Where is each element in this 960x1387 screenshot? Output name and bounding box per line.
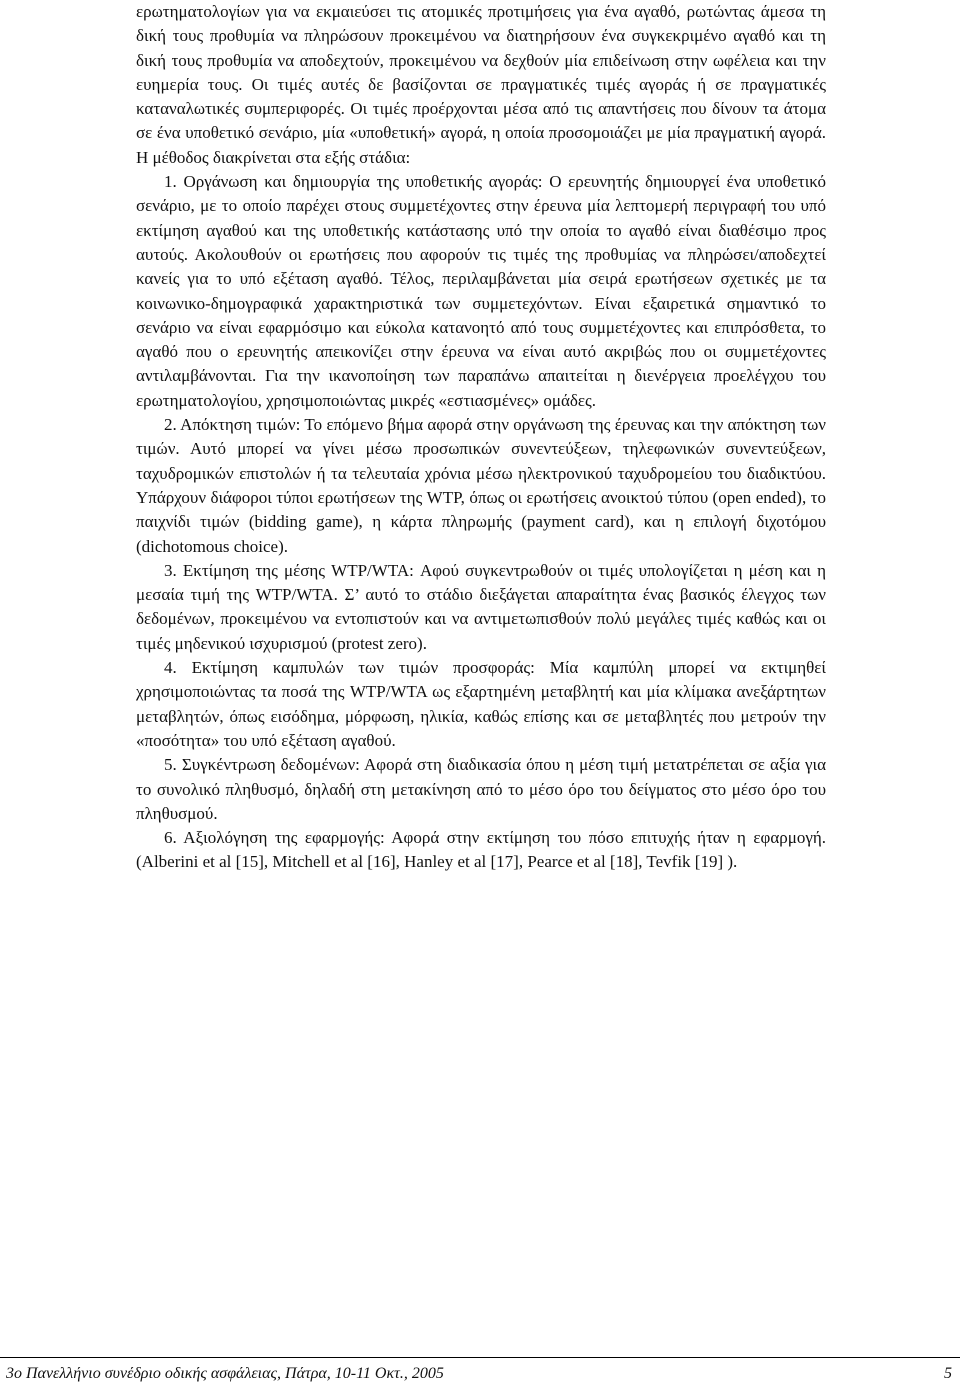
stage-3-paragraph: 3. Εκτίμηση της μέσης WTP/WTA: Αφού συγκεντρωθούν οι τιμές υπολογίζεται η μέση και η μεσαία τιμή της WTP/WTA. Σ’ αυτό το στάδιο διεξάγεται απαραίτητα ένας βασικός έλεγχος των δεδομένων, προκειμένου να εντοπιστούν και να αντιμετωπισθούν πολύ μεγάλες τιμές καθώς και οι τιμές μηδενικού ισχυρισμού (protest zero). bbox=[136, 560, 826, 653]
stage-6-paragraph: 6. Αξιολόγηση της εφαρμογής: Αφορά στην εκτίμηση του πόσο επιτυχής ήταν η εφαρμογή. (Alberini et al [15], Mitchell et al [16], Hanley et al [17], Pearce et al [18], Tevfik [19] ). bbox=[136, 828, 826, 872]
page-number: 5 bbox=[944, 1365, 952, 1382]
body-text bbox=[136, 0, 826, 875]
footer-divider bbox=[0, 1357, 960, 1358]
stage-1-paragraph: 1. Οργάνωση και δημιουργία της υποθετικής αγοράς: Ο ερευνητής δημιουργεί ένα υποθετικό σενάριο, με το οποίο παρέχει στους συμμετέχοντες στην έρευνα μία λεπτομερή περιγραφή του υπό εκτίμηση αγαθού και της υποθετικής κατάστασης υπό την οποία το αγαθό είναι διαθέσιμο προς αυτούς. Ακολουθούν οι ερωτήσεις που αφορούν τις τιμές της προθυμίας να πληρώσει/αποδεχτεί κανείς για το υπό εξέταση αγαθό. Τέλος, περιλαμβάνεται μία σειρά ερωτήσεων σχετικές με τα κοινωνικο-δημογραφικά χαρακτηριστικά των συμμετεχόντων. Είναι εξαιρετικά σημαντικό το σενάριο να είναι εφαρμόσιμο και εύκολα κατανοητό από τους συμμετέχοντες και επιπρόσθετα, το αγαθό που ο ερευνητής απεικονίζει στην έρευνα να είναι αυτό ακριβώς που οι συμμετέχοντες αντιλαμβάνονται. Για την ικανοποίηση των παραπάνω απαιτείται η διενέργεια προελέγχου του ερωτηματολογίου, χρησιμοποιώντας μικρές «εστιασμένες» ομάδες. bbox=[136, 172, 826, 410]
stage-4-paragraph: 4. Εκτίμηση καμπυλών των τιμών προσφοράς: Μία καμπύλη μπορεί να εκτιμηθεί χρησιμοποιώντας τα ποσά της WTP/WTA ως εξαρτημένη μεταβλητή και μία κλίμακα ανεξάρτητων μεταβλητών, όπως εισόδημα, μόρφωση, ηλικία, καθώς επίσης και σε μεταβλητές που μετρούν την «ποσότητα» του υπό εξέταση αγαθού. bbox=[136, 658, 826, 750]
intro-paragraph: ερωτηματολογίων για να εκμαιεύσει τις ατομικές προτιμήσεις για ένα αγαθό, ρωτώντας άμεσα τη δική τους προθυμία να πληρώσουν προκειμένου να διατηρήσουν ένα συγκεκριμένο αγαθό και τη δική τους προθυμία να αποδεχτούν, προκειμένου να δεχθούν μία επιδείνωση στην ωφέλεια και την ευημερία τους. Οι τιμές αυτές δε βασίζονται σε πραγματικές τιμές αγοράς ή σε πραγματικές καταναλωτικές συμπεριφορές. Οι τιμές προέρχονται μέσα από τις απαντήσεις που δίνουν τα άτομα σε ένα υποθετικό σενάριο, μία «υποθετική» αγορά, η οποία προσομοιάζει με μία πραγματική αγορά. Η μέθοδος διακρίνεται στα εξής στάδια: bbox=[136, 2, 826, 167]
stage-5-paragraph: 5. Συγκέντρωση δεδομένων: Αφορά στη διαδικασία όπου η μέση τιμή μετατρέπεται σε αξία για το συνολικό πληθυσμό, δηλαδή στη μετακίνηση από το μέσο όρο του δείγματος στο μέσο όρο του πληθυσμού. bbox=[136, 755, 826, 823]
stage-2-paragraph: 2. Απόκτηση τιμών: Το επόμενο βήμα αφορά στην οργάνωση της έρευνας και την απόκτηση των τιμών. Αυτό μπορεί να γίνει μέσω προσωπικών συνεντεύξεων, τηλεφωνικών συνεντεύξεων, ταχυδρομικών επιστολών ή τα τελευταία χρόνια μέσω ηλεκτρονικού ταχυδρομείου του διαδικτύου. Υπάρχουν διάφοροι τύποι ερωτήσεων της WTP, όπως οι ερωτήσεις ανοικτού τύπου (open ended), το παιχνίδι τιμών (bidding game), η κάρτα πληρωμής (payment card), και η επιλογή διχοτόμου (dichotomous choice). bbox=[136, 415, 826, 556]
footer-conference-text: 3ο Πανελλήνιο συνέδριο οδικής ασφάλειας, Πάτρα, 10-11 Οκτ., 2005 bbox=[6, 1365, 444, 1382]
